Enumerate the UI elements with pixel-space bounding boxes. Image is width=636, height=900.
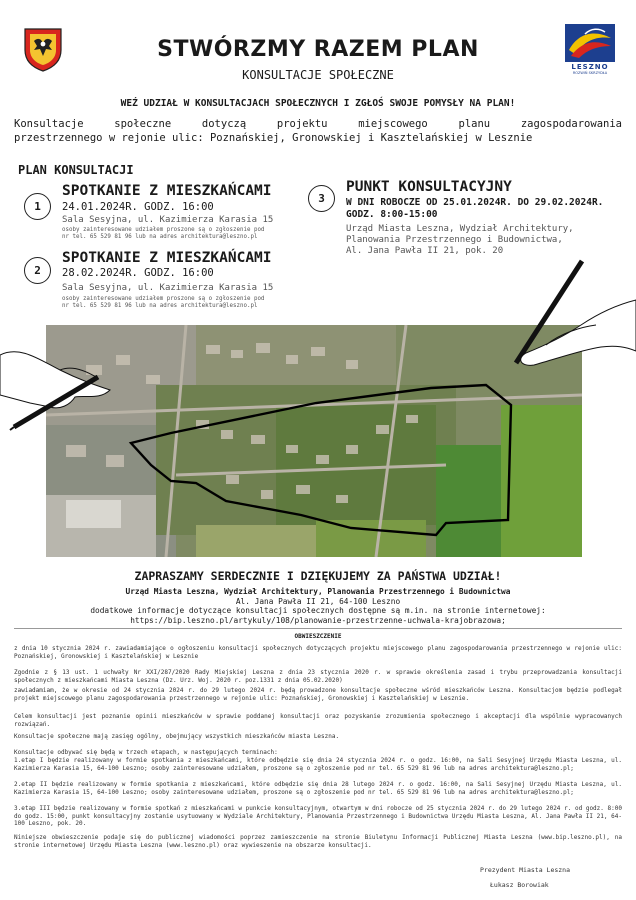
- announcement-p9: 3.etap III będzie realizowany w formie spotkań z mieszkańcami w punkcie konsultacyjnym, otwartym w dni robocze od 25 stycznia 2024 r. do 29 lutego 2024 r. od godz. 8:00 do godz. 15:00, punkt konsultacyjny zostanie usytuowany w Wydziale Architektury, Planowania Przestrzennego i Budownictwa Urzędu Miasta Leszna, Al. Jana Pawła II 21, 64-100 Leszno, pok. 20.: [14, 805, 622, 827]
- intro-line-1: Konsultacje społeczne dotyczą projektu miejscowego planu zagospodarowania: [14, 118, 622, 130]
- step-2-place: Sala Sesyjna, ul. Kazimierza Karasia 15: [62, 283, 274, 293]
- call-to-action: WEŹ UDZIAŁ W KONSULTACJACH SPOŁECZNYCH I ZGŁOŚ SWOJE POMYSŁY NA PLAN!: [120, 98, 516, 109]
- intro-text: [14, 117, 622, 145]
- leszno-logo-text: LESZNO: [571, 63, 609, 71]
- page-title: STWÓRZMY RAZEM PLAN: [157, 37, 479, 62]
- hand-left-drawing: [0, 325, 120, 435]
- step-3-number: 3: [308, 185, 335, 212]
- step-3-place-1: Urząd Miasta Leszna, Wydział Architektury,: [346, 224, 574, 234]
- step-2-note-1: osoby zainteresowane udziałem proszone są o zgłoszenie pod: [62, 296, 265, 302]
- step-3-date-1: W DNI ROBOCZE OD 25.01.2024R. DO 29.02.2024R.: [346, 197, 604, 208]
- step-1-date: 24.01.2024R. GODZ. 16:00: [62, 201, 214, 213]
- step-3-place-2: Planowania Przestrzennego i Budownictwa,: [346, 235, 563, 245]
- divider: [14, 628, 622, 629]
- step-2-number: 2: [24, 257, 51, 284]
- announcement-p1: z dnia 10 stycznia 2024 r. zawiadamiające o ogłoszeniu konsultacji społecznych dotyczących projektu miejscowego planu zagospodarowania przestrzennego w rejonie ulic: Poznańskiej, Gronowskiej i Kasztelańskiej w Lesznie: [14, 645, 622, 660]
- step-2-date: 28.02.2024R. GODZ. 16:00: [62, 267, 214, 279]
- contact-info: dodatkowe informacje dotyczące konsultacji społecznych dostępne są m.in. na stronie internetowej:: [90, 606, 546, 615]
- contact-block: [0, 587, 636, 625]
- signature-name: Łukasz Borowiak: [490, 881, 549, 889]
- announcement-p3: zawiadamiam, że w okresie od 24 stycznia 2024 r. do 29 lutego 2024 r. będą prowadzone konsultacje społeczne wśród mieszkańców Leszna. Konsultacjom będzie podlegał projekt miejscowego planu zagospodarowania przestrzennego w rejonie ulic: Poznańskiej, Gronowskiej i Kasztelańskiej w Lesznie.: [14, 687, 622, 702]
- announcement-p5: Konsultacje społeczne mają zasięg ogólny, obejmujący wszystkich mieszkańców miasta Leszna.: [14, 733, 340, 740]
- step-2-title: SPOTKANIE Z MIESZKAŃCAMI: [62, 250, 272, 266]
- announcement-p8: 2.etap II będzie realizowany w formie spotkania z mieszkańcami, które odbędzie się dnia 28 lutego 2024 r. o godz. 16:00, na Sali Sesyjnej Urzędu Miasta Leszna, ul. Kazimierza Karasia 15, 64-100 Leszno; osoby zainteresowane udziałem, proszone są o zgłoszenie pod nr tel. 65 529 81 96 lub na adres architektura@leszno.pl;: [14, 781, 622, 796]
- step-1-note-1: osoby zainteresowane udziałem proszone są o zgłoszenie pod: [62, 227, 265, 233]
- plan-heading: PLAN KONSULTACJI: [18, 163, 134, 177]
- announcement-heading: OBWIESZCZENIE: [294, 633, 342, 640]
- step-3-place-3: Al. Jana Pawła II 21, pok. 20: [346, 246, 504, 256]
- step-1-number: 1: [24, 193, 51, 220]
- page-subtitle: KONSULTACJE SPOŁECZNE: [242, 68, 394, 82]
- hand-right-drawing: [486, 255, 636, 375]
- contact-office: Urząd Miasta Leszna, Wydział Architektury, Planowania Przestrzennego i Budownictwa: [125, 587, 511, 596]
- signature-title: Prezydent Miasta Leszna: [480, 866, 571, 874]
- step-1-title: SPOTKANIE Z MIESZKAŃCAMI: [62, 183, 272, 199]
- step-3-title: PUNKT KONSULTACYJNY: [346, 179, 512, 195]
- announcement-p7: 1.etap I będzie realizowany w formie spotkania z mieszkańcami, które odbędzie się dnia 24 stycznia 2024 r. o godz. 16:00, na Sali Sesyjnej Urzędu Miasta Leszna, ul. Kazimierza Karasia 15, 64-100 Leszno; osoby zainteresowane udziałem, proszone są o zgłoszenie pod nr tel. 65 529 81 96 lub na adres architektura@leszno.pl;: [14, 757, 622, 772]
- announcement-p4: Celem konsultacji jest poznanie opinii mieszkańców w sprawie poddanej konsultacji oraz pozyskanie zrozumienia społecznego i akceptacji dla wspólnie wypracowanych rozwiązań.: [14, 713, 622, 728]
- step-3-date-2: GODZ. 8:00-15:00: [346, 209, 438, 220]
- invitation-text: ZAPRASZAMY SERDECZNIE I DZIĘKUJEMY ZA PAŃSTWA UDZIAŁ!: [134, 569, 502, 583]
- step-1-place: Sala Sesyjna, ul. Kazimierza Karasia 15: [62, 215, 274, 225]
- step-2-note-2: nr tel. 65 529 81 96 lub na adres architektura@leszno.pl: [62, 303, 258, 309]
- intro-line-2: przestrzennego w rejonie ulic: Poznańskiej, Gronowskiej i Kasztelańskiej w Lesznie: [14, 132, 533, 144]
- leszno-logo-subtext: ROZWIŃ SKRZYDŁA: [572, 71, 608, 75]
- contact-address: Al. Jana Pawła II 21, 64-100 Leszno: [235, 596, 401, 606]
- announcement-p10: Niniejsze obwieszczenie podaje się do publicznej wiadomości poprzez zamieszczenie na stronie Biuletynu Informacji Publicznej Miasta Leszna (www.bip.leszno.pl), na stronie internetowej Urzędu Miasta Leszna (www.leszno.pl) oraz wywieszenie na obszarze konsultacji.: [14, 834, 622, 849]
- announcement-p2: Zgodnie z § 13 ust. 1 uchwały Nr XXI/287/2020 Rady Miejskiej Leszna z dnia 23 stycznia 2020 r. w sprawie określenia zasad i trybu przeprowadzania konsultacji społecznych z mieszkańcami Miasta Leszna (Dz. Urz. Woj. 2020 r. poz.1331 z dnia 05.02.2020): [14, 669, 622, 684]
- step-1-note-2: nr tel. 65 529 81 96 lub na adres architektura@leszno.pl: [62, 234, 258, 240]
- announcement-p6: Konsultacje odbywać się będą w trzech etapach, w następujących terminach:: [14, 749, 278, 756]
- contact-url[interactable]: https://bip.leszno.pl/artykuly/108/planowanie-przestrzenne-uchwala-krajobrazowa;: [130, 615, 506, 625]
